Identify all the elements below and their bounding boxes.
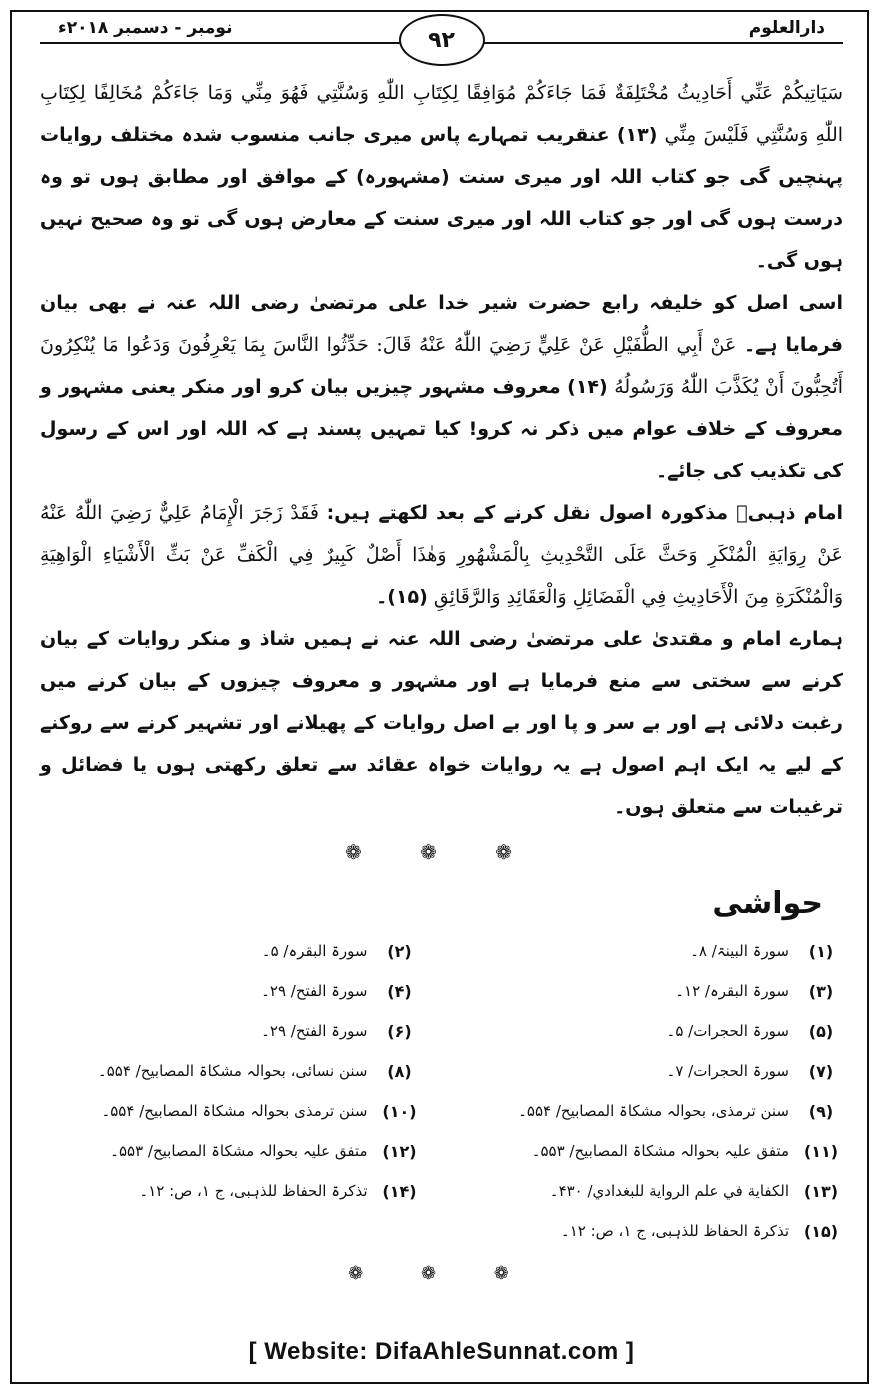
article-body	[40, 72, 843, 1284]
website-link[interactable]: [ Website: DifaAhleSunnat.com ]	[248, 1338, 635, 1365]
page-number: ۹۲	[399, 14, 485, 66]
footnote-number: (۸)	[387, 1061, 412, 1081]
section-divider: ❁ ❁ ❁	[345, 840, 538, 864]
footnote-number: (۱)	[808, 941, 834, 961]
footnote-item	[40, 1013, 422, 1049]
footnote-text: سورۃ الفتح/ ۲۹۔	[261, 982, 368, 1000]
footnote-item	[462, 973, 844, 1009]
footnote-text: سورۃ الفتح/ ۲۹۔	[261, 1022, 368, 1040]
paragraph-1	[40, 72, 843, 282]
hadith-arabic-2: عَنْ أَبِي الطُّفَيْلِ عَنْ عَلِيٍّ رَضِيَ اللّٰهُ عَنْهُ قَالَ: حَدِّثُوا النَّاسَ بِمَا يَعْرِفُونَ وَدَعُوا مَا يُنْكِرُونَ أَتُحِبُّونَ أَنْ يُكَذَّبَ اللّٰهُ وَرَسُولُهُ	[40, 334, 843, 398]
footnote-number: (۱۴)	[382, 1181, 417, 1201]
footnote-text: سورۃ البینۃ/ ۸۔	[690, 942, 789, 960]
footnote-text: الكفاية في علم الرواية للبغدادي/ ۴۳۰۔	[549, 1182, 789, 1200]
footnote-text: متفق علیہ بحوالہ مشکاۃ المصابیح/ ۵۵۳۔	[110, 1142, 368, 1160]
footnote-ref-14: (۱۴)	[567, 376, 608, 398]
footnote-number: (۱۱)	[803, 1141, 839, 1161]
footnote-text: تذکرۃ الحفاظ للذہبی، ج ۱، ص: ۱۲۔	[139, 1182, 368, 1200]
footnote-ref-13: (۱۳)	[616, 124, 658, 146]
footnotes-title: حواشی	[712, 886, 823, 921]
footnote-item	[462, 933, 844, 969]
issue-date: نومبر - دسمبر ۲۰۱۸ء	[52, 18, 238, 38]
footnote-item	[40, 1133, 422, 1169]
hadith-translation-2: معروف مشہور چیزیں بیان کرو اور منکر یعنی مشہور و معروف کے خلاف عوام میں ذکر نہ کرو! کیا تمہیں پسند ہے کہ اللہ اور اس کے رسول کی تکذیب کی جائے۔	[40, 376, 843, 482]
footnote-number: (۱۵)	[803, 1221, 839, 1241]
paragraph-4	[40, 618, 843, 828]
paragraph-3	[40, 492, 843, 618]
footnote-text: تذکرۃ الحفاظ للذہبی، ج ۱، ص: ۱۲۔	[560, 1222, 789, 1240]
footnote-item	[462, 1173, 844, 1209]
quote-arabic-3: فَقَدْ زَجَرَ الْإِمَامُ عَلِيٌّ رَضِيَ اللّٰهُ عَنْهُ عَنْ رِوَايَةِ الْمُنْكَرِ وَحَثَّ عَلَى التَّحْدِيثِ بِالْمَشْهُورِ وَهٰذَا أَصْلٌ كَبِيرٌ فِي الْكَفِّ عَنْ بَثِّ الْأَشْيَاءِ الْوَاهِيَةِ وَالْمُنْكَرَةِ مِنَ الْأَحَادِيثِ فِي الْفَضَائِلِ وَالْعَقَائِدِ وَالرَّقَائِقِ	[40, 502, 843, 608]
footnote-number: (۹)	[808, 1101, 834, 1121]
footnote-item	[40, 1093, 422, 1129]
paragraph-2	[40, 282, 843, 492]
footnote-number: (۳)	[808, 981, 834, 1001]
footnote-item	[462, 1093, 844, 1129]
footnotes-list	[40, 933, 843, 1249]
conclusion-text: ہمارے امام و مقتدیٰ علی مرتضیٰ رضی اللہ عنہ نے ہمیں شاذ و منکر روایات کے بیان کرنے سے سختی سے منع فرمایا ہے اور مشہور و معروف چیزوں کے بیان کرنے میں رغبت دلائی ہے اور بے سر و پا اور بے اصل روایات کے پھیلانے اور تشہیر کرنے سے روکنے کے لیے یہ ایک اہم اصول ہے یہ روایات خواہ عقائد سے تعلق رکھتی ہوں یا فضائل و ترغیبات سے متعلق ہوں۔	[40, 628, 843, 818]
footnote-number: (۱۰)	[382, 1101, 417, 1121]
footnotes-divider: ❁ ❁ ❁	[348, 1263, 535, 1284]
footnote-number: (۶)	[387, 1021, 412, 1041]
footnote-number: (۵)	[808, 1021, 834, 1041]
hadith-arabic-1: سَيَاتِيكُمْ عَنِّي أَحَادِيثُ مُخْتَلِفَةٌ فَمَا جَاءَكُمْ مُوَافِقًا لِكِتَابِ اللّٰهِ وَسُنَّتِي فَهُوَ مِنِّي وَمَا جَاءَكُمْ مُخَالِفًا لِكِتَابِ اللّٰهِ وَسُنَّتِي فَلَيْسَ مِنِّي	[40, 82, 844, 146]
footnote-item	[462, 1133, 844, 1169]
footnote-text: سنن نسائی، بحوالہ مشکاۃ المصابیح/ ۵۵۴۔	[97, 1062, 368, 1080]
page-header	[12, 14, 871, 64]
footnote-item	[462, 1213, 844, 1249]
footnote-text: سورۃ البقرہ/ ۵۔	[261, 942, 368, 960]
footnote-number: (۷)	[808, 1061, 834, 1081]
footnote-text: سورۃ الحجرات/ ۷۔	[666, 1062, 789, 1080]
footnote-text: متفق علیہ بحوالہ مشکاۃ المصابیح/ ۵۵۳۔	[531, 1142, 789, 1160]
footnote-item	[40, 1053, 422, 1089]
journal-name: دارالعلوم	[743, 18, 831, 38]
footnote-number: (۱۲)	[382, 1141, 417, 1161]
footnote-item	[40, 973, 422, 1009]
footnote-item	[462, 1013, 844, 1049]
footnote-text: سورۃ البقرہ/ ۱۲۔	[675, 982, 789, 1000]
footnote-item	[40, 1173, 422, 1209]
intro-text-3: امام ذہبیؒ مذکورہ اصول نقل کرنے کے بعد لکھتے ہیں:	[326, 502, 844, 524]
footnote-text: سنن ترمذی بحوالہ مشکاۃ المصابیح/ ۵۵۴۔	[101, 1102, 368, 1120]
footnote-item	[40, 933, 422, 969]
footnote-ref-15: (۱۵)۔	[376, 586, 428, 608]
hadith-translation-1: عنقریب تمہارے پاس میری جانب منسوب شدہ مختلف روایات پہنچیں گی جو کتاب اللہ اور میری سنت (مشہورہ) کے موافق اور مطابق ہوں تو وہ درست ہوں گی اور جو کتاب اللہ اور میری سنت کے معارض ہوں گی تو وہ صحیح نہیں ہوں گی۔	[40, 124, 843, 272]
footnote-number: (۱۳)	[803, 1181, 839, 1201]
footnote-number: (۲)	[387, 941, 412, 961]
footnote-text: سنن ترمذی، بحوالہ مشکاۃ المصابیح/ ۵۵۴۔	[518, 1102, 789, 1120]
footnote-number: (۴)	[387, 981, 412, 1001]
intro-text-2: اسی اصل کو خلیفہ رابع حضرت شیر خدا علی مرتضیٰ رضی اللہ عنہ نے بھی بیان فرمایا ہے۔	[40, 292, 843, 356]
footnote-item	[462, 1053, 844, 1089]
footnote-text: سورۃ الحجرات/ ۵۔	[666, 1022, 789, 1040]
